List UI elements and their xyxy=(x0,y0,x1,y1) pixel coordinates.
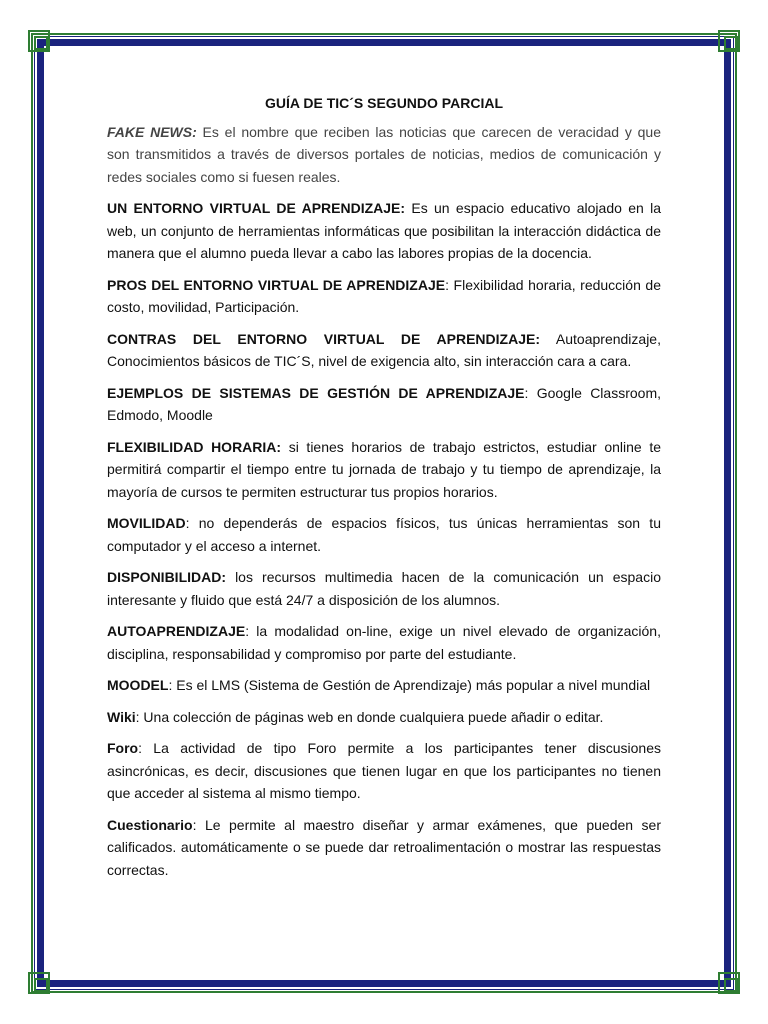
paragraph-entorno-virtual xyxy=(107,197,661,265)
definition: : La actividad de tipo Foro permite a los participantes tener discusiones asincrónicas, es decir, discusiones que tienen lugar en que los participantes no tienen que acceder al sistema al mismo tiempo. xyxy=(107,740,661,801)
paragraph-moodel xyxy=(107,674,661,697)
term: AUTOAPRENDIZAJE xyxy=(107,623,246,639)
term: Wiki xyxy=(107,708,136,725)
paragraph-fake-news xyxy=(107,121,661,189)
term: FLEXIBILIDAD HORARIA: xyxy=(107,438,282,455)
paragraph-cuestionario xyxy=(107,814,661,882)
paragraph-flexibilidad xyxy=(107,436,661,504)
corner-ornament-bottom-left xyxy=(28,972,50,994)
paragraph-pros xyxy=(107,274,661,319)
term: DISPONIBILIDAD: xyxy=(107,569,226,585)
definition: los recursos multimedia hacen de la comunicación un espacio interesante y fluido que está 24/7 a disposición de los alumnos. xyxy=(107,569,661,608)
corner-ornament-top-left xyxy=(28,30,50,52)
paragraph-foro xyxy=(107,737,661,805)
definition: si tienes horarios de trabajo estrictos, estudiar online te permitirá compartir el tiempo entre tu jornada de trabajo y tu tiempo de aprendizaje, la mayoría de cursos te permiten estructurar tus propios horarios. xyxy=(107,438,661,500)
paragraph-autoaprendizaje xyxy=(107,620,661,665)
definition: : Una colección de páginas web en donde cualquiera puede añadir o editar. xyxy=(135,708,604,725)
term: Foro xyxy=(107,740,139,756)
definition: Es el nombre que reciben las noticias que carecen de veracidad y que son transmitidos a través de diversos portales de noticias, medios de comunicación y redes sociales como si fuesen reales. xyxy=(107,123,661,185)
corner-ornament-bottom-right xyxy=(718,972,740,994)
paragraph-ejemplos xyxy=(107,382,661,427)
definition: : la modalidad on-line, exige un nivel elevado de organización, disciplina, responsabilidad y compromiso por parte del estudiante. xyxy=(107,623,661,662)
paragraph-disponibilidad xyxy=(107,566,661,611)
term: FAKE NEWS: xyxy=(107,123,197,140)
definition: Autoaprendizaje, Conocimientos básicos de TIC´S, nivel de exigencia alto, sin interacción cara a cara. xyxy=(107,330,661,369)
term: EJEMPLOS DE SISTEMAS DE GESTIÓN DE APRENDIZAJE xyxy=(107,384,525,401)
definition: : Es el LMS (Sistema de Gestión de Aprendizaje) más popular a nivel mundial xyxy=(168,677,651,693)
definition: : Flexibilidad horaria, reducción de costo, movilidad, Participación. xyxy=(107,276,661,315)
document-body xyxy=(107,92,661,890)
definition: : Google Classroom, Edmodo, Moodle xyxy=(107,384,661,423)
term: UN ENTORNO VIRTUAL DE APRENDIZAJE: xyxy=(107,200,406,216)
definition: : no dependerás de espacios físicos, tus únicas herramientas son tu computador y el acceso a internet. xyxy=(107,515,661,554)
term: MOODEL xyxy=(107,677,169,693)
term: MOVILIDAD xyxy=(107,515,186,531)
definition: Es un espacio educativo alojado en la web, un conjunto de herramientas informáticas que posibilitan la interacción didáctica de manera que el alumno pueda llevar a cabo las labores propias de la docencia. xyxy=(107,200,661,261)
paragraph-contras xyxy=(107,328,661,373)
corner-ornament-top-right xyxy=(718,30,740,52)
document-title: GUÍA DE TIC´S SEGUNDO PARCIAL xyxy=(264,95,503,111)
paragraph-wiki xyxy=(107,706,661,729)
paragraph-movilidad xyxy=(107,512,661,557)
term: CONTRAS DEL ENTORNO VIRTUAL DE APRENDIZAJE: xyxy=(107,330,540,347)
term: Cuestionario xyxy=(107,816,193,833)
term: PROS DEL ENTORNO VIRTUAL DE APRENDIZAJE xyxy=(107,276,446,293)
definition: : Le permite al maestro diseñar y armar exámenes, que pueden ser calificados. automáticamente o se puede dar retroalimentación o mostrar las respuestas correctas. xyxy=(107,816,661,878)
